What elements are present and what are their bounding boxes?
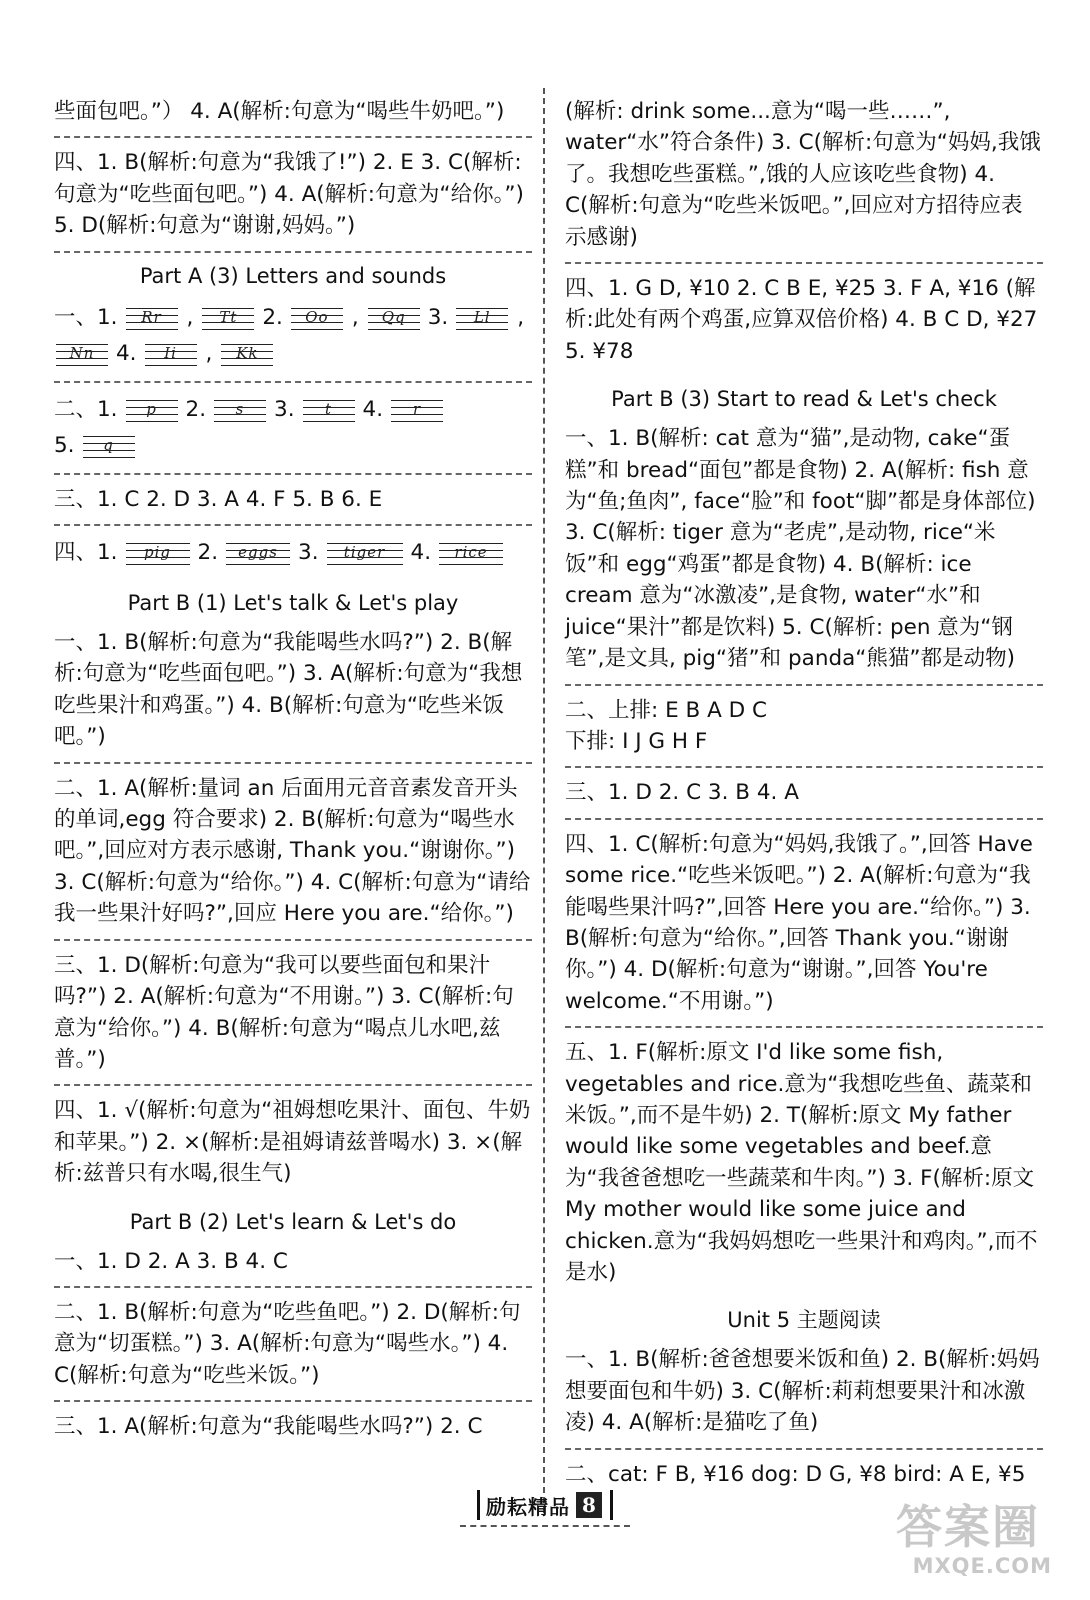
writing-lines: Kk	[221, 341, 273, 367]
section-heading: Part B (1) Let's talk & Let's play	[127, 591, 459, 616]
writing-lines: Tt	[202, 305, 254, 331]
answer-block: 三、1. A(解析:句意为“我能喝些水吗?”) 2. C	[54, 1414, 483, 1440]
answer-block: 二、1. A(解析:量词 an 后面用元音音素发音开头的单词,egg 符合要求) 2. B(解析:句意为“喝些水吧。”,回应对方表示感谢, Thank you.“谢谢你。”) 3. C(解析:句意为“给你。”) 4. C(解析:句意为“请给我一些果汁好吗?”,回应 Here you are.“给你。”)	[54, 769, 532, 941]
answer-block: 三、1. C 2. D 3. A 4. F 5. B 6. E	[54, 480, 532, 526]
section-heading: Part B (2) Let's learn & Let's do	[129, 1209, 457, 1234]
column-divider	[543, 88, 545, 1513]
answer-block: 些面包吧。”） 4. A(解析:句意为“喝些牛奶吧。”)	[54, 92, 532, 138]
section-heading: Unit 5 主题阅读	[727, 1308, 881, 1333]
answer-block: 一、1. B(解析: cat 意为“猫”,是动物, cake“蛋糕”和 bread“面包”都是食物) 2. A(解析: fish 意为“鱼;鱼肉”, face“脸”和 foot“脚”都是身体部位) 3. C(解析: tiger 意为“老虎”,是动物, rice“米饭”和 egg“鸡蛋”都是食物) 4. B(解析: ice cream 意为“冰激凌”,是食物, water“水”和 juice“果汁”都是饮料) 5. C(解析: pen 意为“钢笔”,是文具, pig“猪”和 panda“熊猫”都是动物)	[565, 419, 1043, 685]
handwriting-block: 四、1. pig 2. eggs 3. tiger 4. rice	[54, 531, 532, 580]
watermark: 答案圈 MXQE.COM	[896, 1500, 1052, 1578]
writing-lines: r	[391, 397, 443, 423]
page-number: 8	[576, 1492, 602, 1518]
writing-lines: Nn	[56, 341, 108, 367]
right-column	[565, 92, 1043, 1504]
answer-block: 四、1. G D, ¥10 2. C B E, ¥25 3. F A, ¥16 (解析:此处有两个鸡蛋,应算双倍价格) 4. B C D, ¥27 5. ¥78	[565, 276, 1038, 364]
footer-bar	[610, 1490, 613, 1520]
answer-block: 四、1. C(解析:句意为“妈妈,我饿了。”,回答 Have some rice.“吃些米饭吧。”) 2. A(解析:句意为“我能喝些果汁吗?”,回答 Here you are.“给你。”) 3. B(解析:句意为“给你。”,回答 Thank you.“谢谢你。”) 4. D(解析:句意为“谢谢。”,回答 You're welcome.“不用谢。”)	[565, 825, 1043, 1028]
brand-name: 励耘精品	[486, 1494, 571, 1519]
answer-block: 三、1. D(解析:句意为“我可以要些面包和果汁吗?”) 2. A(解析:句意为“不用谢。”) 3. C(解析:句意为“给你。”) 4. B(解析:句意为“喝点儿水吧,兹普。”)	[54, 946, 532, 1087]
writing-lines: pig	[126, 540, 190, 566]
writing-lines: Ii	[145, 341, 197, 367]
writing-lines: Ll	[456, 305, 508, 331]
answer-block: 二、cat: F B, ¥16 dog: D G, ¥8 bird: A E, ¥5	[565, 1461, 1026, 1487]
answer-block: (解析: drink some...意为“喝一些……”, water“水”符合条件) 3. C(解析:句意为“妈妈,我饿了。我想吃些蛋糕。”,饿的人应该吃些食物) 4. C(解析:句意为“吃些米饭吧。”,回应对方招待应表示感谢)	[565, 92, 1043, 264]
answer-block: 四、1. √(解析:句意为“祖姆想吃果汁、面包、牛奶和苹果。”) 2. ×(解析:是祖姆请兹普喝水) 3. ×(解析:兹普只有水喝,很生气)	[54, 1098, 531, 1187]
answer-block: 二、上排: E B A D C 下排: I J G H F	[565, 691, 1043, 769]
answer-block: 一、1. B(解析:句意为“我能喝些水吗?”) 2. B(解析:句意为“吃些面包吧。”) 3. A(解析:句意为“我想吃些果汁和鸡蛋。”) 4. B(解析:句意为“吃些米饭吧。”)	[54, 623, 532, 764]
writing-lines: Oo	[291, 305, 343, 331]
writing-lines: s	[214, 397, 266, 423]
writing-lines: rice	[439, 540, 503, 566]
writing-lines: eggs	[226, 540, 290, 566]
handwriting-block: 一、1. Rr , Tt 2. Oo , Qq 3. Ll , Nn 4. Ii , Kk	[54, 296, 532, 383]
answer-block: 二、1. B(解析:句意为“吃些鱼吧。”) 2. D(解析:句意为“切蛋糕。”) 3. A(解析:句意为“喝些水。”) 4. C(解析:句意为“吃些米饭。”)	[54, 1293, 532, 1402]
writing-lines: tiger	[327, 540, 403, 566]
writing-lines: Qq	[368, 305, 420, 331]
answer-block: 五、1. F(解析:原文 I'd like some fish, vegetables and rice.意为“我想吃些鱼、蔬菜和米饭。”,而不是牛奶) 2. T(解析:原文 My father would like some vegetables and beef.意为“我爸爸想吃一些蔬菜和牛肉。”) 3. F(解析:原文 My mother would like some juice and chicken.意为“我妈妈想吃一些果汁和鸡肉。”,而不是水)	[565, 1040, 1038, 1285]
answer-block: 三、1. D 2. C 3. B 4. A	[565, 773, 1043, 819]
left-column	[54, 92, 532, 1457]
page-footer	[452, 1487, 638, 1523]
writing-lines: Rr	[126, 305, 178, 331]
handwriting-block: 二、1. p 2. s 3. t 4. r 5. q	[54, 388, 532, 475]
writing-lines: p	[126, 397, 178, 423]
writing-lines: q	[83, 433, 135, 459]
section-heading: Part A (3) Letters and sounds	[139, 263, 447, 288]
section-heading: Part B (3) Start to read & Let's check	[611, 387, 997, 412]
answer-block: 四、1. B(解析:句意为“我饿了!”) 2. E 3. C(解析:句意为“吃些面包吧。”) 4. A(解析:句意为“给你。”) 5. D(解析:句意为“谢谢,妈妈。”)	[54, 143, 532, 252]
answer-block: 一、1. B(解析:爸爸想要米饭和鱼) 2. B(解析:妈妈想要面包和牛奶) 3. C(解析:莉莉想要果汁和冰激凌) 4. A(解析:是猫吃了鱼)	[565, 1340, 1043, 1449]
writing-lines: t	[303, 397, 355, 423]
answer-block: 一、1. D 2. A 3. B 4. C	[54, 1242, 532, 1288]
